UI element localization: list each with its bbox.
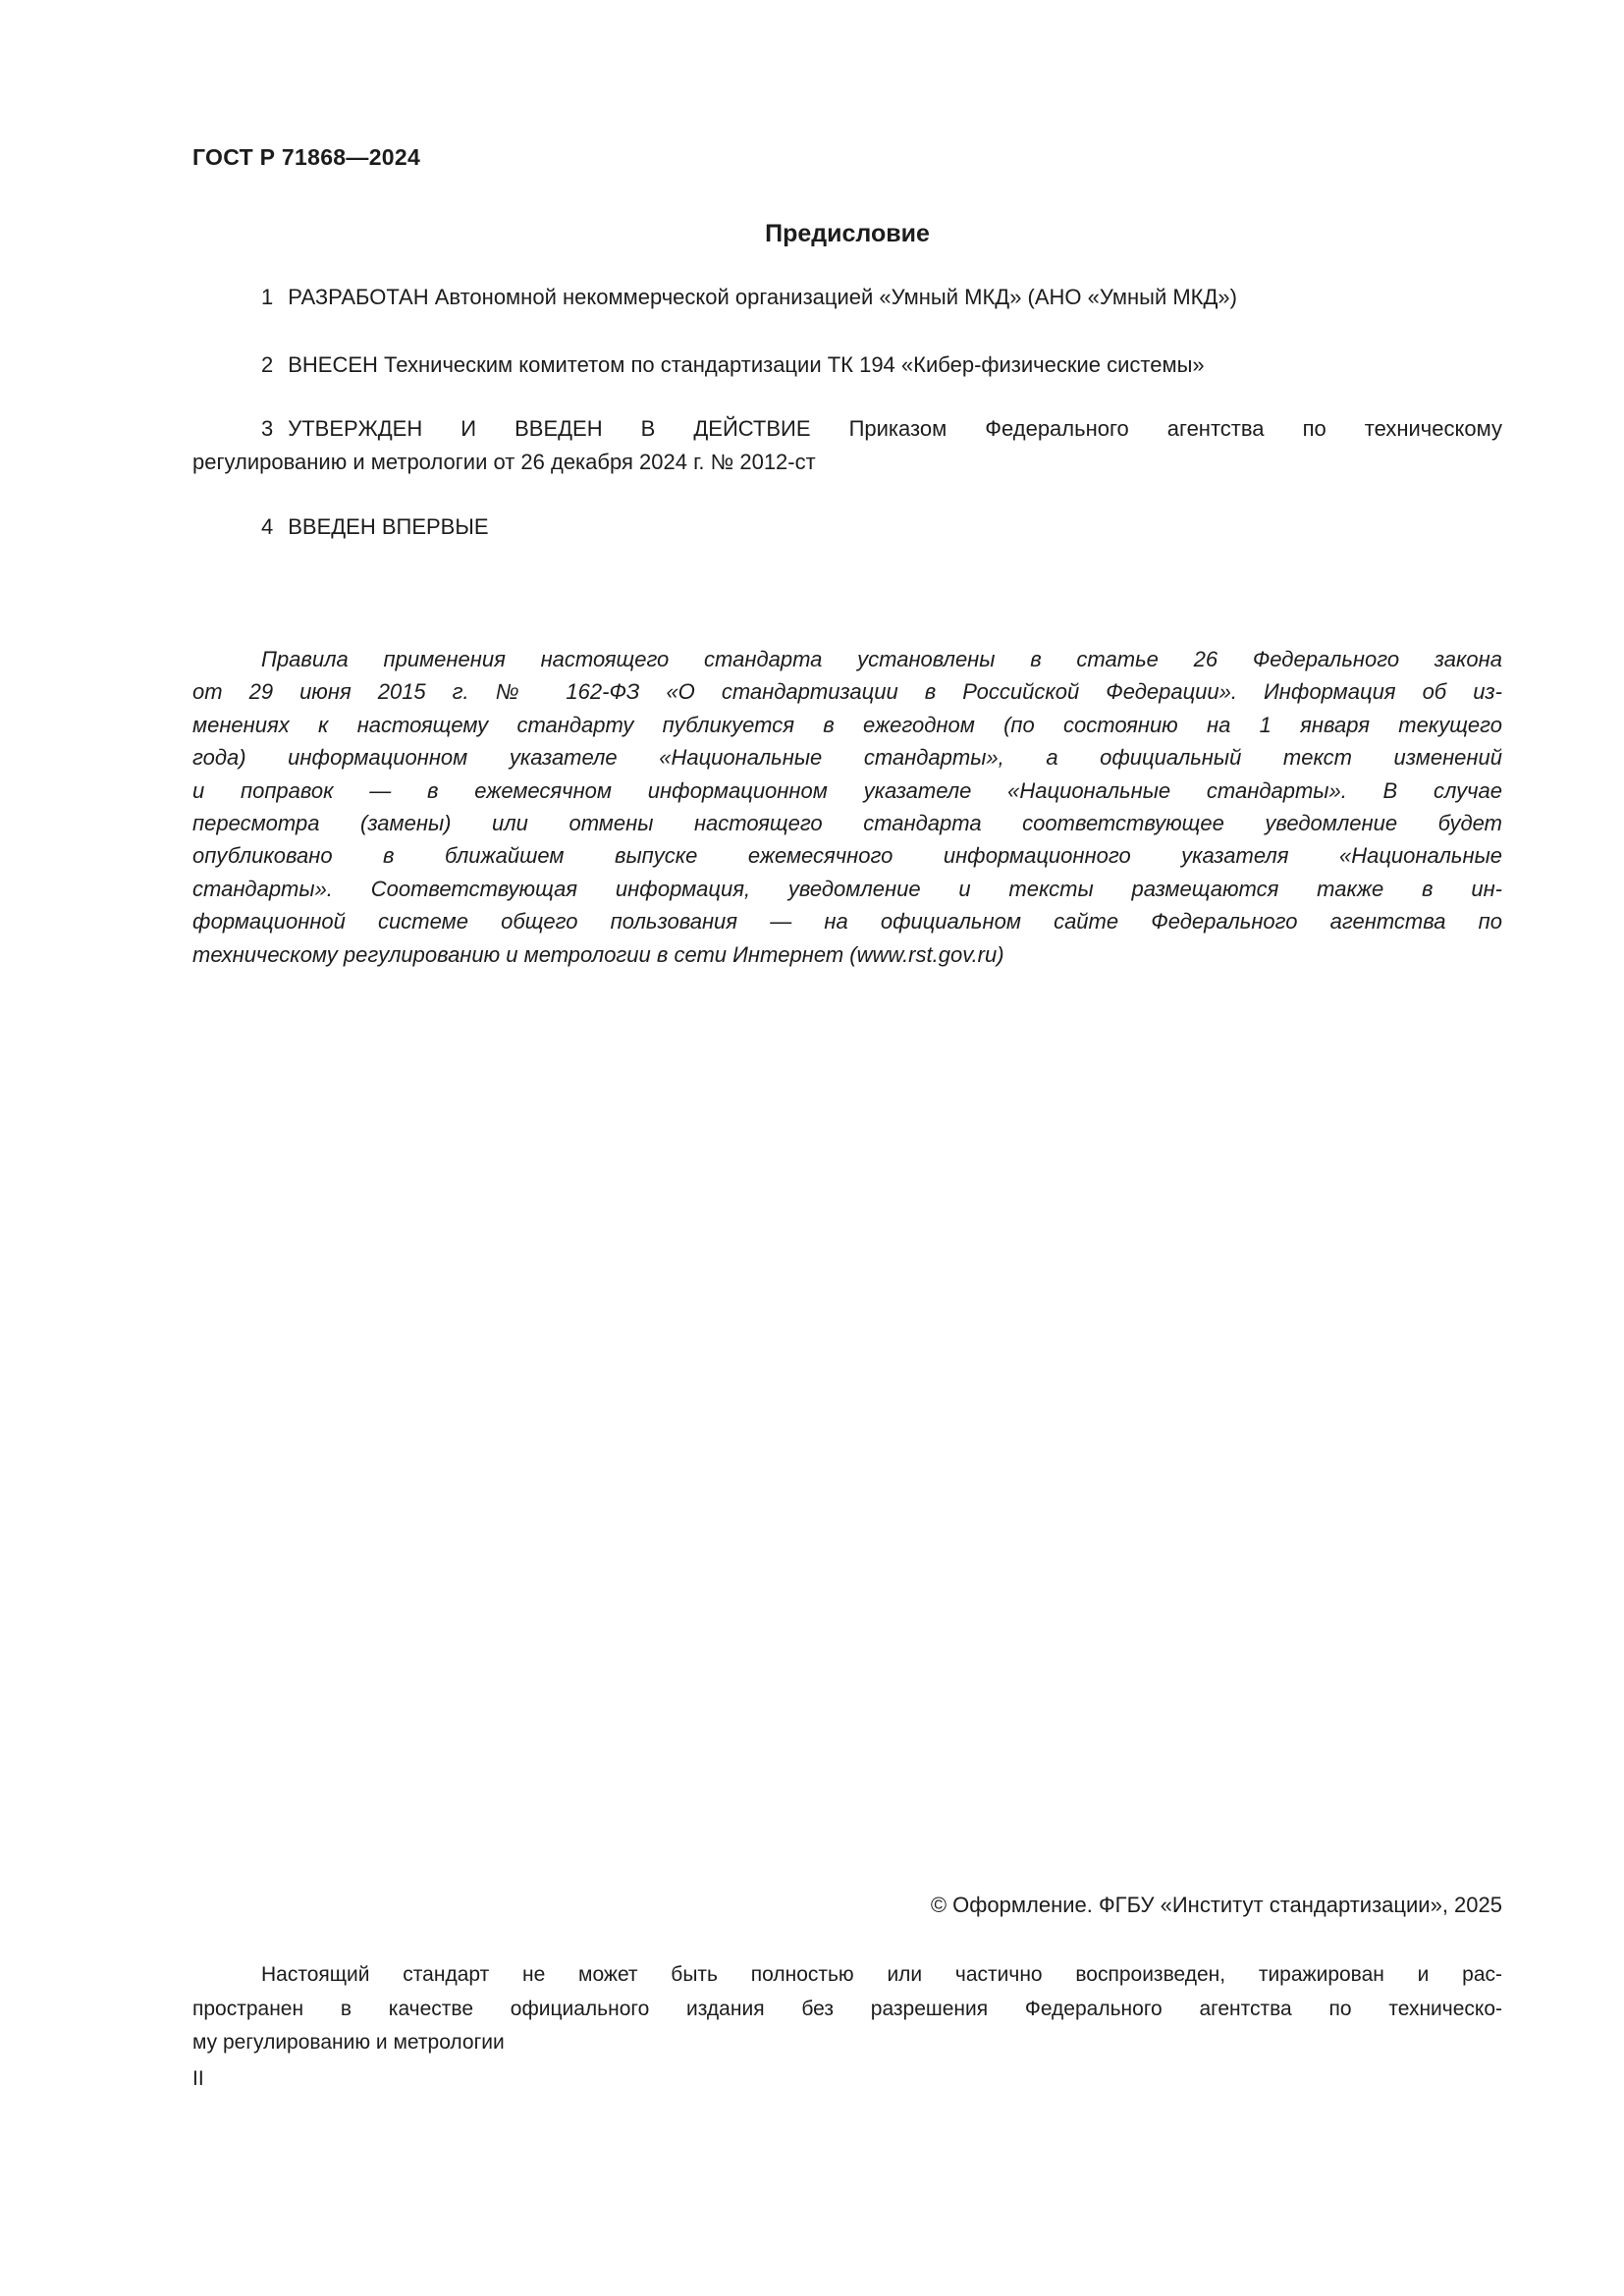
notice-line: опубликовано в ближайшем выпуске ежемесячного информационного указателя «Национальные <box>192 843 1502 869</box>
page-title: Предисловие <box>765 220 930 247</box>
item-text: ВВЕДЕН ВПЕРВЫЕ <box>288 514 489 539</box>
copyright-line: © Оформление. ФГБУ «Институт стандартизации», 2025 <box>930 1893 1502 1917</box>
item-number: 3 <box>261 416 274 441</box>
notice-line: от 29 июня 2015 г. № 162-ФЗ «О стандартизации в Российской Федерации». Информация об из- <box>192 679 1502 705</box>
item-text: УТВЕРЖДЕН И ВВЕДЕН В ДЕЙСТВИЕ Приказом Федерального агентства по техническому <box>288 416 1502 441</box>
foreword-item-3 <box>192 412 1502 478</box>
page-number: II <box>192 2067 204 2090</box>
notice-line: менениях к настоящему стандарту публикуется в ежегодном (по состоянию на 1 января текущего <box>192 712 1502 737</box>
item-number: 4 <box>261 514 274 539</box>
foreword-item-1 <box>192 281 1502 314</box>
foreword-item-line <box>192 348 1502 382</box>
foreword-item-line <box>192 281 1502 314</box>
notice-line: техническому регулированию и метрологии в сети Интернет (www.rst.gov.ru) <box>192 941 1004 967</box>
restriction-line: Настоящий стандарт не может быть полностью или частично воспроизведен, тиражирован и рас- <box>261 1963 1502 1986</box>
item-text: ВНЕСЕН Техническим комитетом по стандартизации ТК 194 «Кибер-физические системы» <box>288 352 1205 377</box>
doc-number-header: ГОСТ Р 71868—2024 <box>192 144 421 170</box>
notice-line: стандарты». Соответствующая информация, уведомление и тексты размещаются также в ин- <box>192 876 1502 901</box>
legal-notice <box>192 643 1502 971</box>
restriction-notice <box>192 1958 1502 2060</box>
restriction-line: пространен в качестве официального издания без разрешения Федерального агентства по техническо- <box>192 1997 1502 2020</box>
foreword-item-line <box>192 510 1502 544</box>
notice-line: пересмотра (замены) или отмены настоящего стандарта соответствующее уведомление будет <box>192 811 1502 836</box>
foreword-item-2 <box>192 348 1502 382</box>
foreword-item-line: регулированию и метрологии от 26 декабря 2024 г. № 2012-ст <box>192 449 816 474</box>
notice-line: и поправок — в ежемесячном информационном указателе «Национальные стандарты». В случае <box>192 777 1502 803</box>
restriction-line: му регулированию и метрологии <box>192 2031 505 2054</box>
foreword-item-4 <box>192 510 1502 544</box>
item-text: РАЗРАБОТАН Автономной некоммерческой организацией «Умный МКД» (АНО «Умный МКД») <box>288 285 1237 309</box>
item-number: 2 <box>261 352 274 377</box>
foreword-item-line <box>192 412 1502 446</box>
notice-line: года) информационном указателе «Национальные стандарты», а официальный текст изменений <box>192 745 1502 771</box>
notice-line: Правила применения настоящего стандарта установлены в статье 26 Федерального закона <box>261 647 1502 671</box>
notice-line: формационной системе общего пользования — на официальном сайте Федерального агентства по <box>192 909 1502 934</box>
item-number: 1 <box>261 285 274 309</box>
